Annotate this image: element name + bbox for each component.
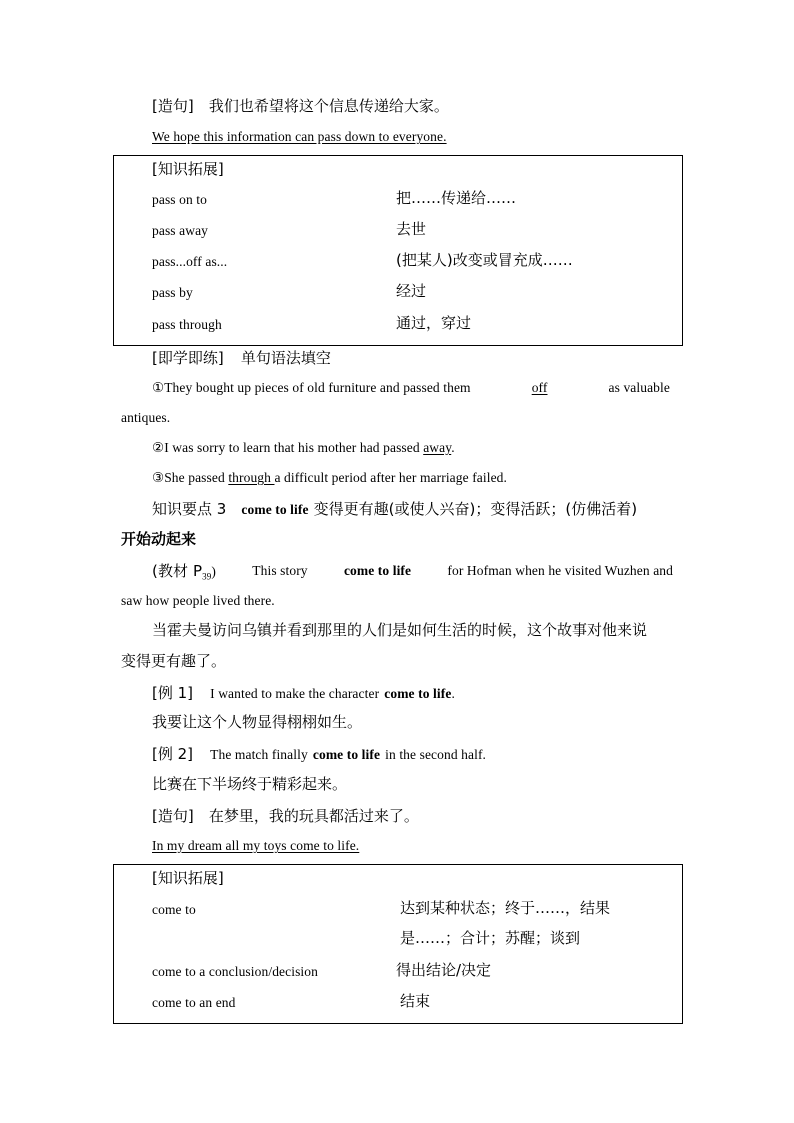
exercise-text: as valuable <box>608 380 670 395</box>
knowledge-box-pass <box>113 155 683 346</box>
example-tag: [例 1] <box>152 684 194 702</box>
phrase-en: come to <box>152 902 196 917</box>
exercise-answer: off <box>531 380 548 395</box>
knowledge-box-come <box>113 864 683 1024</box>
example-1-zh: 我要让这个人物显得栩栩如生。 <box>152 713 363 731</box>
example-text: I wanted to make the character <box>210 686 380 701</box>
exercise-answer: through <box>228 470 275 485</box>
textbook-source: (教材 $P_{39}$) <box>152 562 216 582</box>
sentence-making-1 <box>152 98 449 114</box>
practice-title: 单句语法填空 <box>240 349 331 367</box>
practice-heading <box>152 350 331 366</box>
example-1 <box>152 685 455 701</box>
phrase-zh-cont: 是……；合计；苏醒；谈到 <box>400 929 581 947</box>
exercise-text: ②I was sorry to learn that his mother had passed <box>152 440 420 455</box>
phrase-en: come to an end <box>152 995 236 1010</box>
phrase-zh: 去世 <box>396 220 427 238</box>
box-title: [知识拓展] <box>152 160 224 178</box>
example-text: in the second half. <box>385 747 487 762</box>
textbook-example <box>152 564 673 582</box>
key-point-meaning: 变得更有趣(或使人兴奋)；变得活跃；(仿佛活着) <box>313 500 638 518</box>
box-title: [知识拓展] <box>152 869 224 887</box>
phrase-en: pass away <box>152 223 209 238</box>
exercise-2 <box>152 441 455 455</box>
example-tag: [例 2] <box>152 745 194 763</box>
example-phrase: come to life <box>384 686 452 701</box>
sentence-answer: We hope this information can pass down to everyone. <box>152 129 447 144</box>
phrase-zh: 得出结论/决定 <box>396 961 492 979</box>
phrase-zh: 结束 <box>400 992 431 1010</box>
phrase-en: pass through <box>152 317 222 332</box>
key-point-phrase: come to life <box>241 502 309 517</box>
textbook-translation: 当霍夫曼访问乌镇并看到那里的人们是如何生活的时候，这个故事对他来说 <box>152 621 648 639</box>
phrase-zh: 把……传递给…… <box>396 189 517 207</box>
sentence-zh: 我们也希望将这个信息传递给大家。 <box>208 97 449 115</box>
phrase-en: pass...off as... <box>152 254 228 269</box>
key-point-meaning-cont: 开始动起来 <box>121 530 197 548</box>
textbook-text-cont: saw how people lived there. <box>121 593 275 608</box>
phrase-zh: (把某人)改变或冒充成…… <box>396 251 573 269</box>
exercise-text: . <box>451 440 455 455</box>
example-2 <box>152 746 486 762</box>
exercise-text: ③She passed <box>152 470 225 485</box>
exercise-text: a difficult period after her marriage failed. <box>274 470 507 485</box>
exercise-text: ①They bought up pieces of old furniture and passed them <box>152 380 471 395</box>
example-phrase: come to life <box>312 747 381 762</box>
phrase-en: come to a conclusion/decision <box>152 964 318 979</box>
exercise-1-cont: antiques. <box>121 410 171 425</box>
example-2-zh: 比赛在下半场终于精彩起来。 <box>152 775 348 793</box>
textbook-phrase: come to life <box>343 563 412 578</box>
sentence-making-2 <box>152 808 419 824</box>
sentence-tag: [造句] <box>152 807 194 825</box>
phrase-en: pass on to <box>152 192 207 207</box>
phrase-zh: 达到某种状态；终于……，结果 <box>400 899 611 917</box>
practice-tag: [即学即练] <box>152 349 224 367</box>
textbook-text: This story <box>252 563 308 578</box>
example-text: The match finally <box>210 747 308 762</box>
key-point-3 <box>152 501 637 517</box>
phrase-zh: 通过，穿过 <box>396 314 472 332</box>
phrase-en: pass by <box>152 285 193 300</box>
sentence-zh: 在梦里，我的玩具都活过来了。 <box>208 807 419 825</box>
textbook-translation-cont: 变得更有趣了。 <box>121 652 227 670</box>
phrase-zh: 经过 <box>396 282 427 300</box>
key-point-label: 知识要点 3 <box>152 500 227 518</box>
exercise-1 <box>152 381 670 395</box>
textbook-text: for Hofman when he visited Wuzhen and <box>447 563 673 578</box>
example-text: . <box>451 686 455 701</box>
sentence-answer: In my dream all my toys come to life. <box>152 838 360 853</box>
exercise-3 <box>152 471 507 485</box>
sentence-tag: [造句] <box>152 97 194 115</box>
exercise-answer: away <box>423 440 452 455</box>
